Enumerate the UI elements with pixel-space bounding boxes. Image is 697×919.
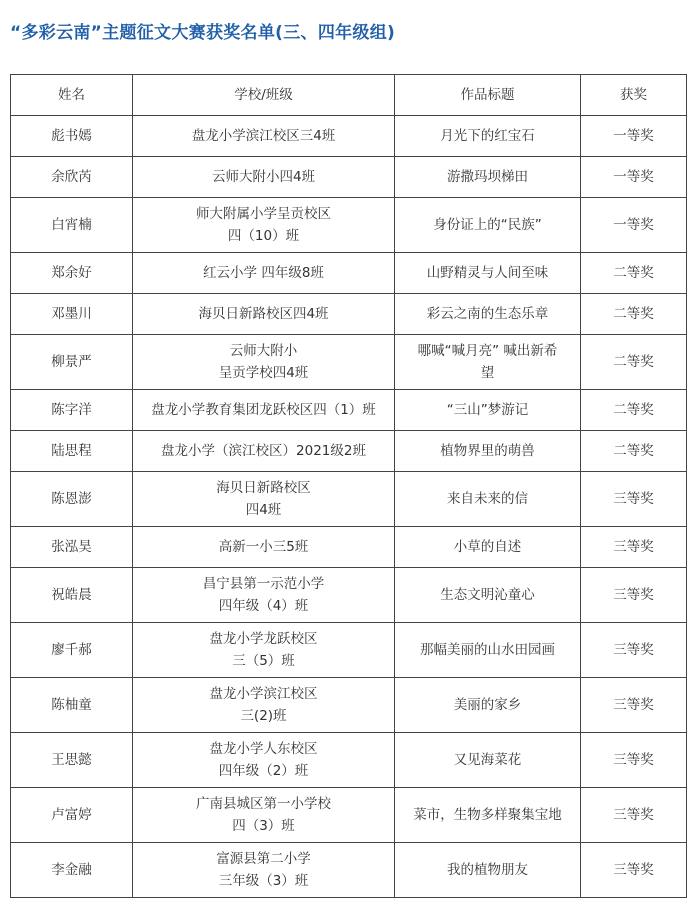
cell-award: 三等奖: [581, 678, 687, 733]
cell-name: 陈恩澎: [11, 472, 133, 527]
cell-school-line: 三年级（3）班: [218, 873, 309, 889]
cell-name: 白宵楠: [11, 198, 133, 253]
cell-school: [133, 623, 395, 678]
cell-award: 二等奖: [581, 431, 687, 472]
cell-work-line: 彩云之南的生态乐章: [426, 306, 549, 322]
cell-work: [395, 843, 581, 898]
cell-school: [133, 472, 395, 527]
cell-school-line: 四（10）班: [227, 228, 300, 244]
cell-work-line: 我的植物朋友: [447, 862, 528, 878]
table-row: [11, 335, 687, 390]
cell-school-line: 盘龙小学（滨江校区）2021级2班: [161, 443, 366, 459]
table-row: [11, 116, 687, 157]
cell-award: 一等奖: [581, 116, 687, 157]
table-body: [11, 116, 687, 898]
cell-school: [133, 294, 395, 335]
cell-name: 柳景严: [11, 335, 133, 390]
table-row: [11, 390, 687, 431]
cell-school-line: 富源县第二小学: [216, 851, 311, 867]
cell-school-line: 盘龙小学教育集团龙跃校区四（1）班: [151, 402, 376, 418]
cell-award: 二等奖: [581, 335, 687, 390]
cell-school-line: 三（5）班: [232, 653, 295, 669]
cell-school: [133, 843, 395, 898]
cell-school-line: 盘龙小学龙跃校区: [209, 631, 318, 647]
cell-school: [133, 527, 395, 568]
cell-work: [395, 253, 581, 294]
header-name: 姓名: [11, 75, 133, 116]
cell-name: 陈字洋: [11, 390, 133, 431]
cell-award: 二等奖: [581, 294, 687, 335]
cell-school-line: 红云小学 四年级8班: [203, 265, 324, 281]
cell-school: [133, 157, 395, 198]
cell-work-line: 生态文明沁童心: [440, 587, 535, 603]
cell-work-line: 那幅美丽的山水田园画: [420, 642, 555, 658]
awards-table: [10, 74, 687, 898]
cell-name: 邓墨川: [11, 294, 133, 335]
table-row: [11, 157, 687, 198]
cell-name: 陆思程: [11, 431, 133, 472]
cell-work-line: 来自未来的信: [447, 491, 528, 507]
header-school: 学校/班级: [133, 75, 395, 116]
cell-work: [395, 390, 581, 431]
header-award: 获奖: [581, 75, 687, 116]
cell-work-line: 美丽的家乡: [453, 697, 522, 713]
cell-school-line: 云师大附小: [229, 343, 298, 359]
cell-name: 祝皓晨: [11, 568, 133, 623]
cell-school-line: 师大附属小学呈贡校区: [196, 206, 331, 222]
cell-school-line: 盘龙小学滨江校区三4班: [191, 128, 336, 144]
table-row: [11, 788, 687, 843]
cell-name: 郑余好: [11, 253, 133, 294]
table-row: [11, 472, 687, 527]
cell-school: [133, 198, 395, 253]
cell-work-line: 望: [480, 365, 495, 381]
cell-school-line: 盘龙小学滨江校区: [209, 686, 318, 702]
cell-work-line: 哪喊“喊月亮” 喊出新希: [417, 343, 558, 359]
table-row: [11, 733, 687, 788]
cell-work-line: 山野精灵与人间至味: [426, 265, 549, 281]
table-row: [11, 527, 687, 568]
cell-school: [133, 335, 395, 390]
cell-award: 三等奖: [581, 568, 687, 623]
cell-name: 卢富婷: [11, 788, 133, 843]
cell-school-line: 海贝日新路校区四4班: [198, 306, 329, 322]
cell-school: [133, 678, 395, 733]
cell-award: 三等奖: [581, 788, 687, 843]
cell-school: [133, 390, 395, 431]
cell-school-line: 盘龙小学人东校区: [209, 741, 318, 757]
cell-school-line: 昌宁县第一示范小学: [202, 576, 325, 592]
cell-award: 三等奖: [581, 527, 687, 568]
cell-award: 一等奖: [581, 198, 687, 253]
cell-school: [133, 431, 395, 472]
cell-school-line: 四年级（2）班: [218, 763, 309, 779]
cell-award: 三等奖: [581, 733, 687, 788]
cell-work-line: “三山”梦游记: [446, 402, 529, 418]
table-row: [11, 294, 687, 335]
table-row: [11, 843, 687, 898]
cell-work-line: 月光下的红宝石: [440, 128, 535, 144]
table-row: [11, 568, 687, 623]
cell-name: 廖千郝: [11, 623, 133, 678]
table-row: [11, 253, 687, 294]
cell-work: [395, 623, 581, 678]
cell-school-line: 四年级（4）班: [218, 598, 309, 614]
table-header-row: [11, 75, 687, 116]
cell-school-line: 高新一小三5班: [218, 539, 309, 555]
cell-work-line: 身份证上的“民族”: [433, 217, 542, 233]
cell-school: [133, 253, 395, 294]
cell-school-line: 三(2)班: [240, 708, 287, 724]
cell-school-line: 海贝日新路校区: [216, 480, 311, 496]
cell-name: 陈柚童: [11, 678, 133, 733]
cell-work: [395, 198, 581, 253]
cell-name: 张泓昊: [11, 527, 133, 568]
cell-name: 李金融: [11, 843, 133, 898]
table-row: [11, 623, 687, 678]
cell-work-line: 又见海菜花: [453, 752, 522, 768]
cell-award: 三等奖: [581, 472, 687, 527]
cell-work: [395, 527, 581, 568]
cell-work: [395, 678, 581, 733]
cell-work-line: 游撒玛坝梯田: [447, 169, 528, 185]
cell-award: 三等奖: [581, 843, 687, 898]
page-title: “多彩云南”主题征文大赛获奖名单(三、四年级组): [10, 23, 396, 43]
table-row: [11, 678, 687, 733]
cell-school: [133, 568, 395, 623]
cell-work-line: 小草的自述: [453, 539, 522, 555]
table-row: [11, 198, 687, 253]
cell-award: 三等奖: [581, 623, 687, 678]
cell-award: 二等奖: [581, 253, 687, 294]
cell-work: [395, 431, 581, 472]
cell-school: [133, 733, 395, 788]
cell-work: [395, 788, 581, 843]
cell-work: [395, 294, 581, 335]
cell-award: 二等奖: [581, 390, 687, 431]
cell-work: [395, 157, 581, 198]
cell-work-line: 菜市，生物多样聚集宝地: [413, 807, 562, 823]
cell-name: 余欣芮: [11, 157, 133, 198]
cell-work: [395, 335, 581, 390]
cell-work: [395, 116, 581, 157]
cell-name: 彪书嫣: [11, 116, 133, 157]
cell-name: 王思懿: [11, 733, 133, 788]
cell-school-line: 广南县城区第一小学校: [196, 796, 331, 812]
cell-school: [133, 788, 395, 843]
cell-work-line: 植物界里的萌兽: [440, 443, 535, 459]
cell-school: [133, 116, 395, 157]
table-row: [11, 431, 687, 472]
header-work: 作品标题: [395, 75, 581, 116]
cell-school-line: 呈贡学校四4班: [218, 365, 309, 381]
cell-work: [395, 568, 581, 623]
cell-school-line: 四4班: [245, 502, 282, 518]
cell-school-line: 四（3）班: [232, 818, 295, 834]
cell-work: [395, 472, 581, 527]
cell-award: 一等奖: [581, 157, 687, 198]
cell-school-line: 云师大附小四4班: [211, 169, 316, 185]
cell-work: [395, 733, 581, 788]
